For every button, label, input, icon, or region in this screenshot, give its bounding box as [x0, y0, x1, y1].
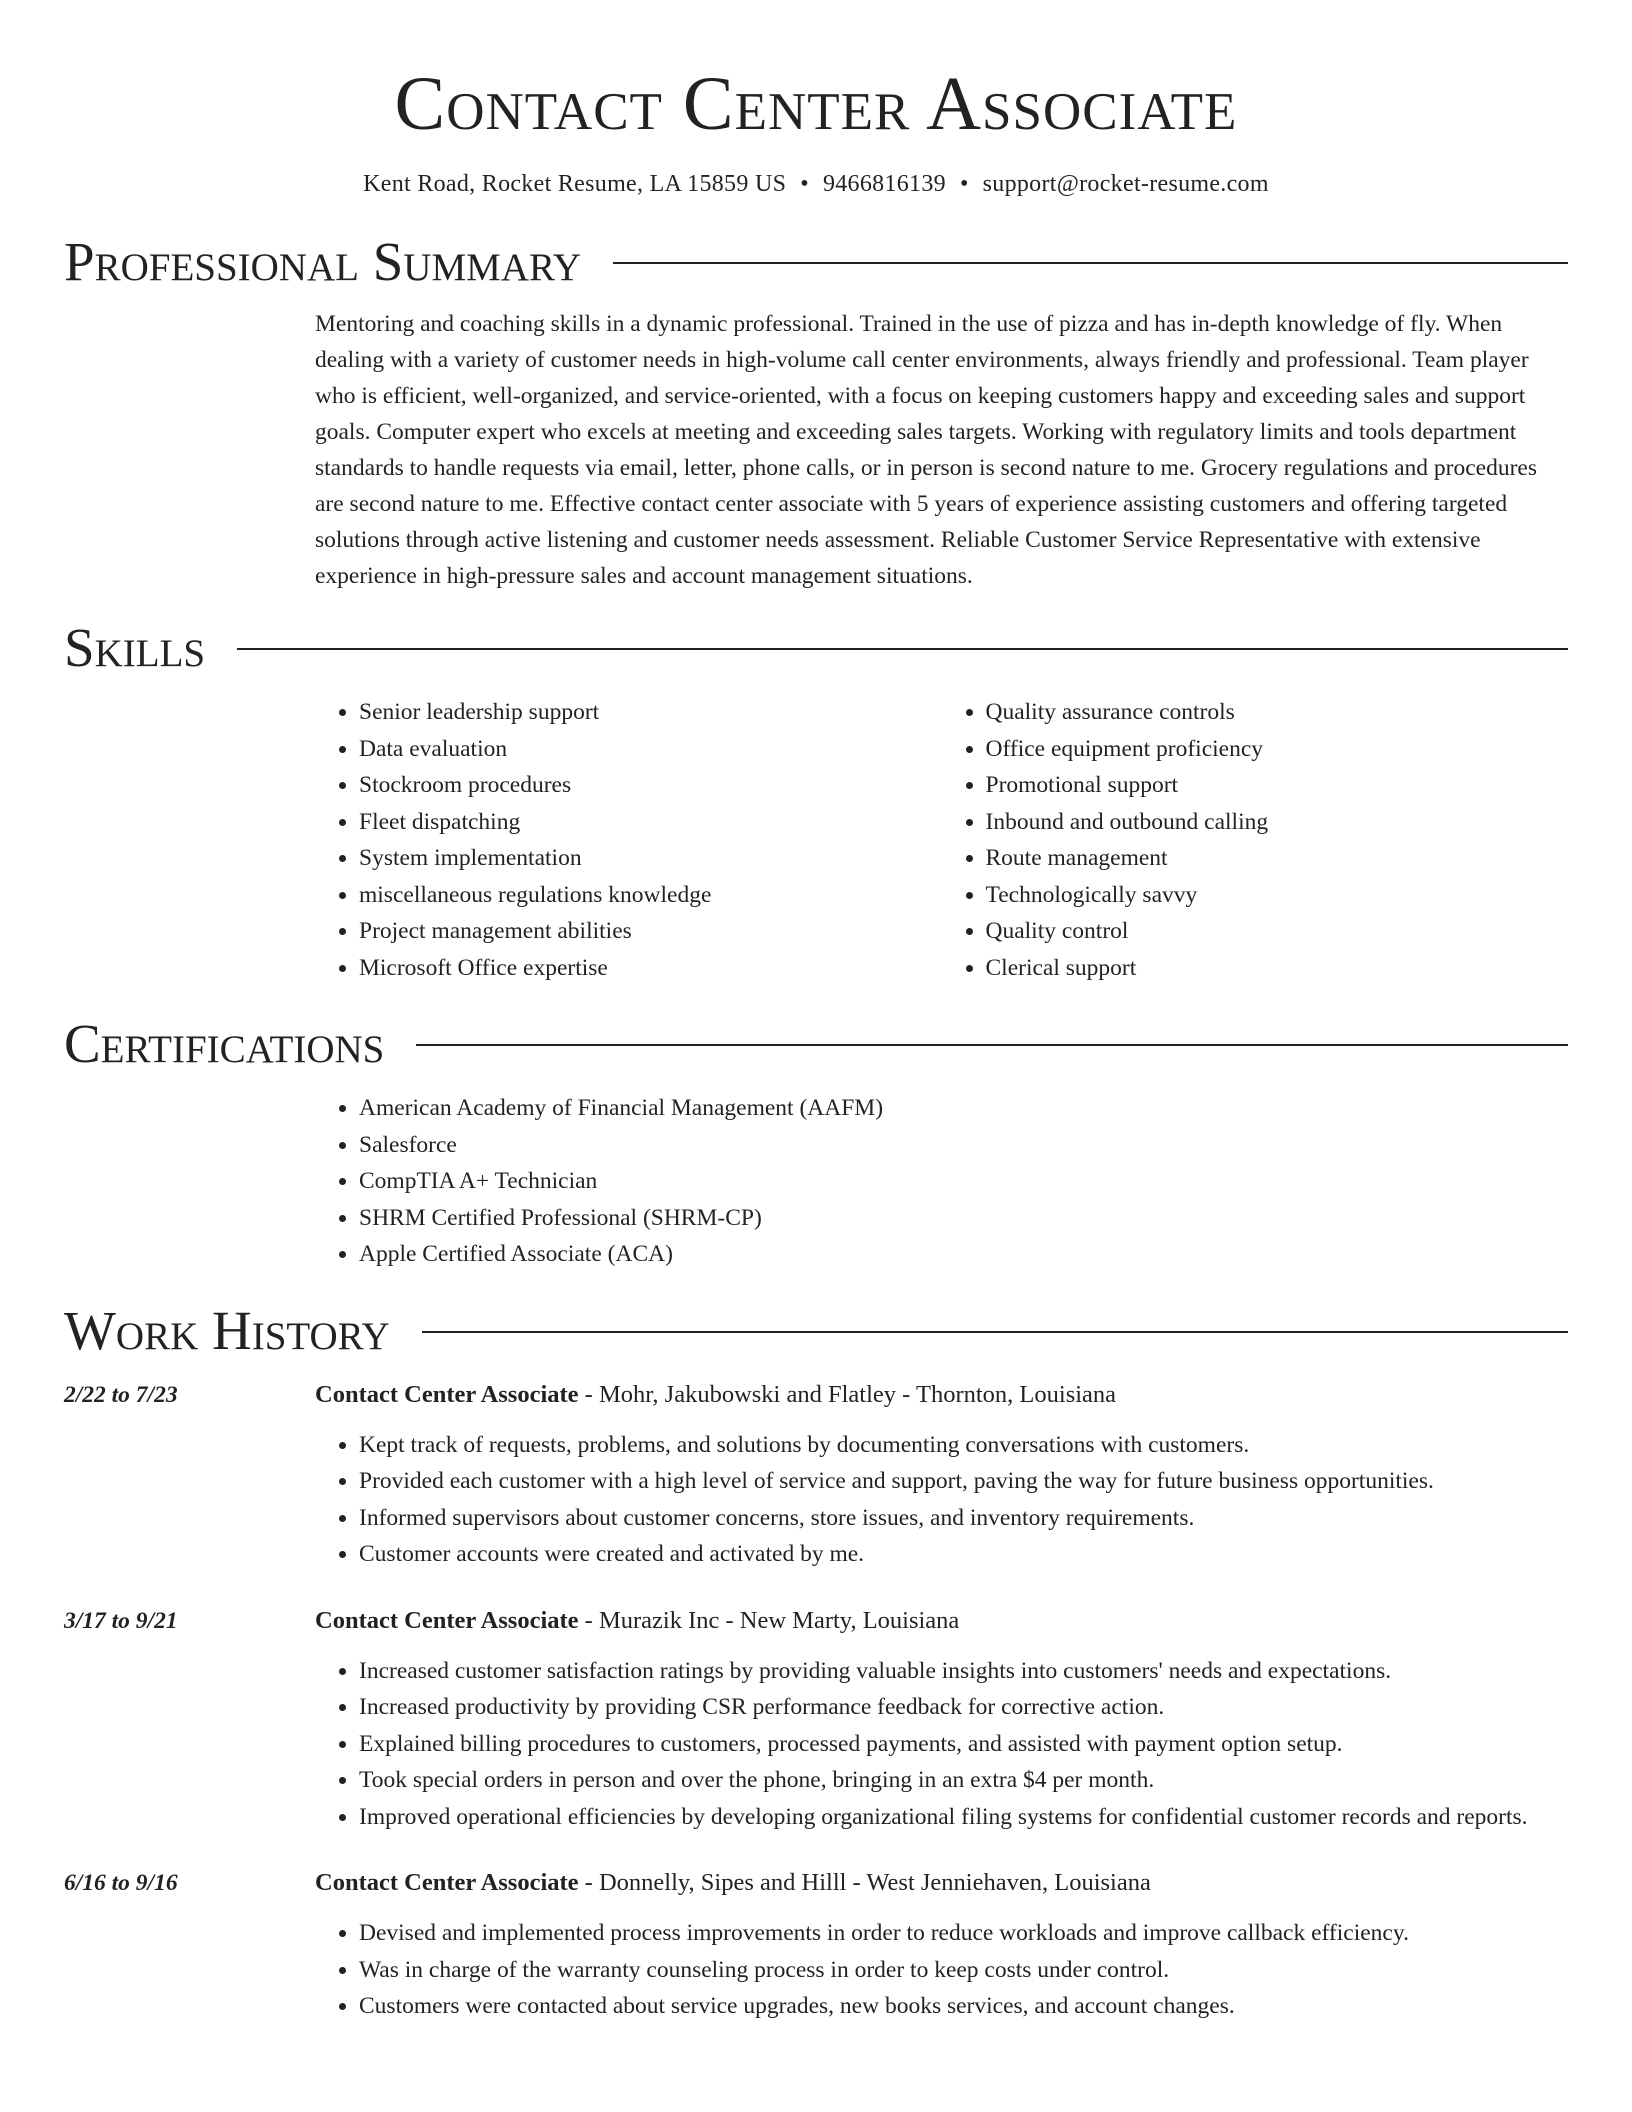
- list-item: • Customers were contacted about service upgrades, new books services, and account changes.: [359, 1988, 1568, 2025]
- list-item: • Salesforce: [359, 1127, 1568, 1164]
- summary-heading: Professional Summary: [64, 231, 582, 292]
- job-details: [315, 1603, 1568, 1836]
- job-dates: 6/16 to 9/16: [64, 1870, 178, 1896]
- list-item: • Kept track of requests, problems, and solutions by documenting conversations with customers.: [359, 1427, 1568, 1464]
- work-history-list: [64, 1377, 1568, 2025]
- summary-section-header: [64, 230, 1568, 294]
- job-entry: [64, 1865, 1568, 2025]
- job-role: Contact Center Associate: [315, 1869, 579, 1896]
- job-dates: 2/22 to 7/23: [64, 1381, 178, 1408]
- job-heading: [315, 1603, 1568, 1639]
- phone: 9466816139: [822, 171, 946, 197]
- list-item: • Customer accounts were created and activated by me.: [359, 1536, 1568, 1573]
- job-heading: [315, 1865, 1568, 1901]
- section-divider: [422, 1331, 1568, 1333]
- certifications-list: [315, 1090, 1568, 1273]
- list-item: • Took special orders in person and over the phone, bringing in an extra $4 per month.: [359, 1762, 1568, 1799]
- list-item: • Route management: [986, 840, 1569, 877]
- list-item: • System implementation: [359, 840, 942, 877]
- job-bullets: [315, 1653, 1568, 1836]
- separator-dot: •: [800, 171, 809, 197]
- work-section-header: [64, 1299, 1568, 1363]
- list-item: • Promotional support: [986, 767, 1569, 804]
- list-item: • Improved operational efficiencies by developing organizational filing systems for confidential customer records and reports.: [359, 1799, 1568, 1836]
- list-item: • CompTIA A+ Technician: [359, 1163, 1568, 1200]
- contact-line: [64, 168, 1568, 200]
- list-item: • Fleet dispatching: [359, 804, 942, 841]
- skills-list: [315, 694, 1568, 986]
- certifications-section-header: [64, 1012, 1568, 1076]
- email: support@rocket-resume.com: [982, 171, 1269, 197]
- skills-section-header: [64, 616, 1568, 680]
- list-item: • Increased productivity by providing CSR performance feedback for corrective action.: [359, 1689, 1568, 1726]
- skills-heading: Skills: [64, 617, 206, 678]
- list-item: • Clerical support: [986, 950, 1569, 987]
- list-item: • miscellaneous regulations knowledge: [359, 877, 942, 914]
- job-role: Contact Center Associate: [315, 1606, 579, 1634]
- job-entry: [64, 1377, 1568, 1573]
- job-entry: [64, 1603, 1568, 1836]
- list-item: • Senior leadership support: [359, 694, 942, 731]
- section-divider: [237, 648, 1568, 650]
- list-item: • Data evaluation: [359, 731, 942, 768]
- address: Kent Road, Rocket Resume, LA 15859 US: [363, 171, 787, 197]
- job-dates: 3/17 to 9/21: [64, 1607, 178, 1634]
- work-heading: Work History: [64, 1299, 390, 1361]
- list-item: • Was in charge of the warranty counseling process in order to keep costs under control.: [359, 1952, 1568, 1989]
- list-item: • American Academy of Financial Management (AAFM): [359, 1090, 1568, 1127]
- job-heading: [315, 1377, 1568, 1413]
- list-item: • Apple Certified Associate (ACA): [359, 1236, 1568, 1273]
- list-item: • SHRM Certified Professional (SHRM-CP): [359, 1200, 1568, 1237]
- job-details: [315, 1377, 1568, 1573]
- list-item: • Provided each customer with a high level of service and support, paving the way for future business opportunities.: [359, 1463, 1568, 1500]
- job-bullets: [315, 1427, 1568, 1573]
- list-item: • Informed supervisors about customer concerns, store issues, and inventory requirements.: [359, 1500, 1568, 1537]
- job-employer: - Mohr, Jakubowski and Flatley - Thornton, Louisiana: [578, 1380, 1117, 1408]
- list-item: • Quality assurance controls: [986, 694, 1569, 731]
- candidate-title: Contact Center Associate: [394, 62, 1238, 146]
- list-item: • Explained billing procedures to customers, processed payments, and assisted with payment option setup.: [359, 1726, 1568, 1763]
- skills-column-right: [942, 694, 1569, 986]
- list-item: • Technologically savvy: [986, 877, 1569, 914]
- job-employer: - Murazik Inc - New Marty, Louisiana: [578, 1606, 960, 1634]
- list-item: • Devised and implemented process improvements in order to reduce workloads and improve callback efficiency.: [359, 1915, 1568, 1952]
- summary-text: Mentoring and coaching skills in a dynamic professional. Trained in the use of pizza and has in-depth knowledge of fly. When dealing with a variety of customer needs in high-volume call center environments, always friendly and professional. Team player who is efficient, well-organized, and service-oriented, with a focus on keeping customers happy and exceeding sales and support goals. Computer expert who excels at meeting and exceeding sales targets. Working with regulatory limits and tools department standards to handle requests via email, letter, phone calls, or in person is second nature to me. Grocery regulations and procedures are second nature to me. Effective contact center associate with 5 years of experience assisting customers and offering targeted solutions through active listening and customer needs assessment. Reliable Customer Service Representative with extensive experience in high-pressure sales and account management situations.: [315, 311, 1537, 589]
- list-item: • Inbound and outbound calling: [986, 804, 1569, 841]
- list-item: • Quality control: [986, 913, 1569, 950]
- list-item: • Microsoft Office expertise: [359, 950, 942, 987]
- job-bullets: [315, 1915, 1568, 2025]
- list-item: • Stockroom procedures: [359, 767, 942, 804]
- list-item: • Project management abilities: [359, 913, 942, 950]
- list-item: • Office equipment proficiency: [986, 731, 1569, 768]
- certifications-heading: Certifications: [64, 1013, 385, 1074]
- separator-dot: •: [959, 171, 969, 197]
- job-employer: - Donnelly, Sipes and Hilll - West Jenniehaven, Louisiana: [578, 1869, 1151, 1896]
- job-role: Contact Center Associate: [315, 1380, 579, 1408]
- skills-column-left: [315, 694, 942, 986]
- job-details: [315, 1865, 1568, 2025]
- section-divider: [416, 1044, 1568, 1046]
- section-divider: [613, 262, 1568, 264]
- list-item: • Increased customer satisfaction ratings by providing valuable insights into customers' needs and expectations.: [359, 1653, 1568, 1690]
